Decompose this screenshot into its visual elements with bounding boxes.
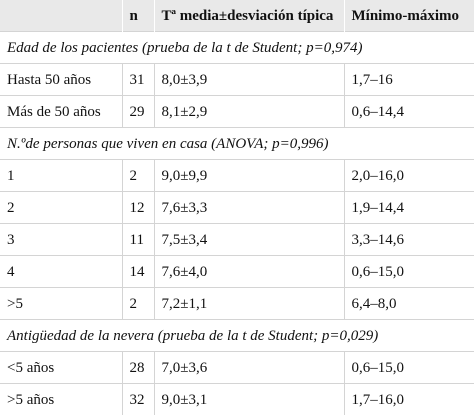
section-row-age <box>0 32 474 64</box>
row-label: Hasta 50 años <box>0 64 122 96</box>
row-label: Más de 50 años <box>0 96 122 128</box>
table-row <box>0 160 474 192</box>
row-n: 32 <box>122 384 154 415</box>
table-row <box>0 192 474 224</box>
row-label: 3 <box>0 224 122 256</box>
table-row <box>0 256 474 288</box>
table-row <box>0 352 474 384</box>
header-mean: Tª media±desviación típica <box>154 0 344 32</box>
row-range: 0,6–15,0 <box>344 256 474 288</box>
table-row <box>0 64 474 96</box>
table-row <box>0 288 474 320</box>
section-title: N.ºde personas que viven en casa (ANOVA; p=0,996) <box>0 128 474 160</box>
section-row-fridge-age <box>0 320 474 352</box>
row-n: 12 <box>122 192 154 224</box>
table-header-row <box>0 0 474 32</box>
header-label-cell <box>0 0 122 32</box>
section-title: Edad de los pacientes (prueba de la t de Student; p=0,974) <box>0 32 474 64</box>
row-label: <5 años <box>0 352 122 384</box>
row-n: 2 <box>122 160 154 192</box>
row-label: >5 años <box>0 384 122 415</box>
table-row <box>0 384 474 415</box>
row-range: 0,6–14,4 <box>344 96 474 128</box>
section-row-household <box>0 128 474 160</box>
row-mean: 7,5±3,4 <box>154 224 344 256</box>
row-mean: 9,0±3,1 <box>154 384 344 415</box>
row-n: 29 <box>122 96 154 128</box>
row-range: 6,4–8,0 <box>344 288 474 320</box>
table-row <box>0 96 474 128</box>
section-title: Antigüedad de la nevera (prueba de la t de Student; p=0,029) <box>0 320 474 352</box>
header-n: n <box>122 0 154 32</box>
row-n: 14 <box>122 256 154 288</box>
row-mean: 8,0±3,9 <box>154 64 344 96</box>
row-label: 1 <box>0 160 122 192</box>
row-mean: 7,6±3,3 <box>154 192 344 224</box>
row-n: 31 <box>122 64 154 96</box>
row-mean: 7,2±1,1 <box>154 288 344 320</box>
header-range: Mínimo-máximo <box>344 0 474 32</box>
row-mean: 8,1±2,9 <box>154 96 344 128</box>
row-mean: 7,0±3,6 <box>154 352 344 384</box>
row-label: 2 <box>0 192 122 224</box>
row-range: 1,7–16 <box>344 64 474 96</box>
table-row <box>0 224 474 256</box>
row-range: 0,6–15,0 <box>344 352 474 384</box>
row-label: 4 <box>0 256 122 288</box>
row-range: 3,3–14,6 <box>344 224 474 256</box>
row-range: 1,7–16,0 <box>344 384 474 415</box>
row-mean: 9,0±9,9 <box>154 160 344 192</box>
row-n: 28 <box>122 352 154 384</box>
row-range: 1,9–14,4 <box>344 192 474 224</box>
row-n: 2 <box>122 288 154 320</box>
row-range: 2,0–16,0 <box>344 160 474 192</box>
row-label: >5 <box>0 288 122 320</box>
row-n: 11 <box>122 224 154 256</box>
row-mean: 7,6±4,0 <box>154 256 344 288</box>
